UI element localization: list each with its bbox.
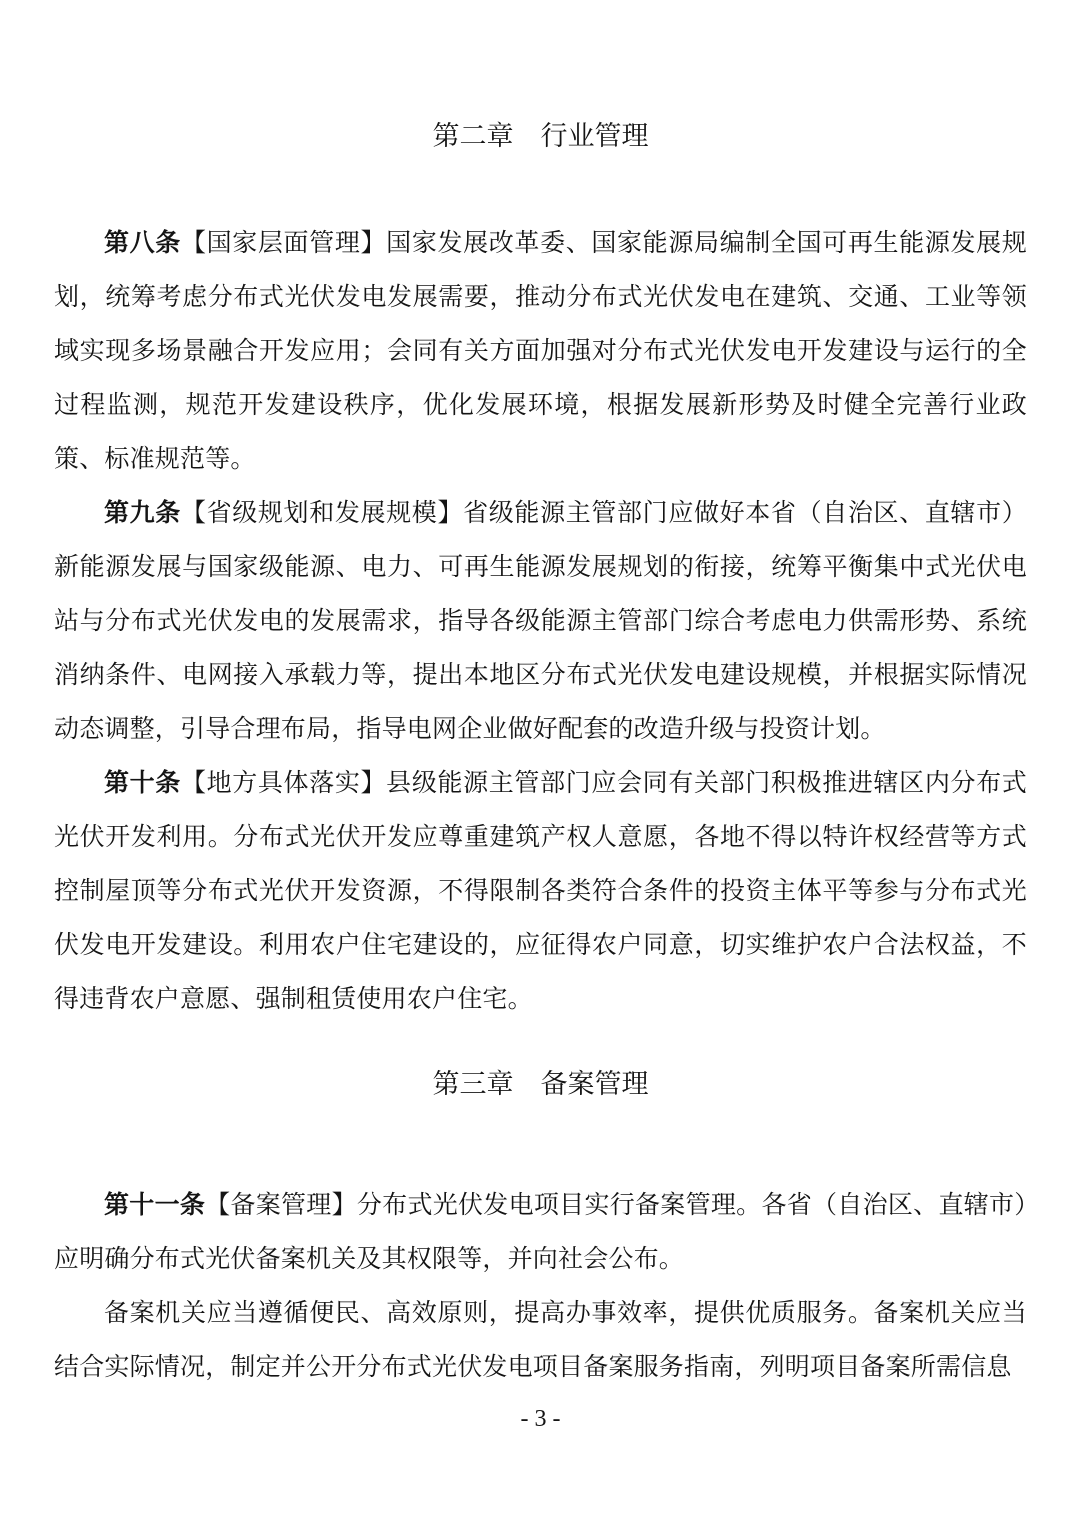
article-8-number: 第八条 [104, 229, 181, 257]
article-9-number: 第九条 [104, 499, 181, 527]
article-9-paragraph [54, 486, 1027, 756]
body-paragraph-filing-authority: 备案机关应当遵循便民、高效原则，提高办事效率，提供优质服务。备案机关应当结合实际情况，制定并公开分布式光伏发电项目备案服务指南，列明项目备案所需信息 [54, 1299, 1027, 1381]
page-number: - 3 - [520, 1406, 561, 1432]
article-8-body-text: 国家发展改革委、国家能源局编制全国可再生能源发展规划，统筹考虑分布式光伏发电发展需要，推动分布式光伏发电在建筑、交通、工业等领域实现多场景融合开发应用；会同有关方面加强对分布式光伏发电开发建设与运行的全过程监测，规范开发建设秩序，优化发展环境，根据发展新形势及时健全完善行业政策、标准规范等。 [54, 229, 1027, 473]
chapter-heading-2: 第二章 行业管理 [432, 121, 649, 151]
article-11-paragraph [54, 1178, 1027, 1286]
article-9-body-text: 省级能源主管部门应做好本省（自治区、直辖市）新能源发展与国家级能源、电力、可再生能源发展规划的衔接，统筹平衡集中式光伏电站与分布式光伏发电的发展需求，指导各级能源主管部门综合考虑电力供需形势、系统消纳条件、电网接入承载力等，提出本地区分布式光伏发电建设规模，并根据实际情况动态调整，引导合理布局，指导电网企业做好配套的改造升级与投资计划。 [54, 499, 1027, 743]
article-11-bracket-label: 【备案管理】 [205, 1191, 357, 1219]
article-8-bracket-label: 【国家层面管理】 [180, 229, 387, 257]
article-10-number: 第十条 [104, 769, 181, 797]
article-8-paragraph [54, 216, 1027, 486]
article-9-bracket-label: 【省级规划和发展规模】 [180, 499, 464, 527]
article-11-number: 第十一条 [104, 1191, 206, 1219]
article-11-body-text: 分布式光伏发电项目实行备案管理。各省（自治区、直辖市）应明确分布式光伏备案机关及其权限等，并向社会公布。 [54, 1191, 1028, 1273]
chapter-heading-3: 第三章 备案管理 [432, 1069, 649, 1099]
article-10-body-text: 县级能源主管部门应会同有关部门积极推进辖区内分布式光伏开发利用。分布式光伏开发应尊重建筑产权人意愿，各地不得以特许权经营等方式控制屋顶等分布式光伏开发资源，不得限制各类符合条件的投资主体平等参与分布式光伏发电开发建设。利用农户住宅建设的，应征得农户同意，切实维护农户合法权益，不得违背农户意愿、强制租赁使用农户住宅。 [54, 769, 1027, 1013]
article-10-bracket-label: 【地方具体落实】 [180, 769, 387, 797]
article-10-paragraph [54, 756, 1027, 1026]
